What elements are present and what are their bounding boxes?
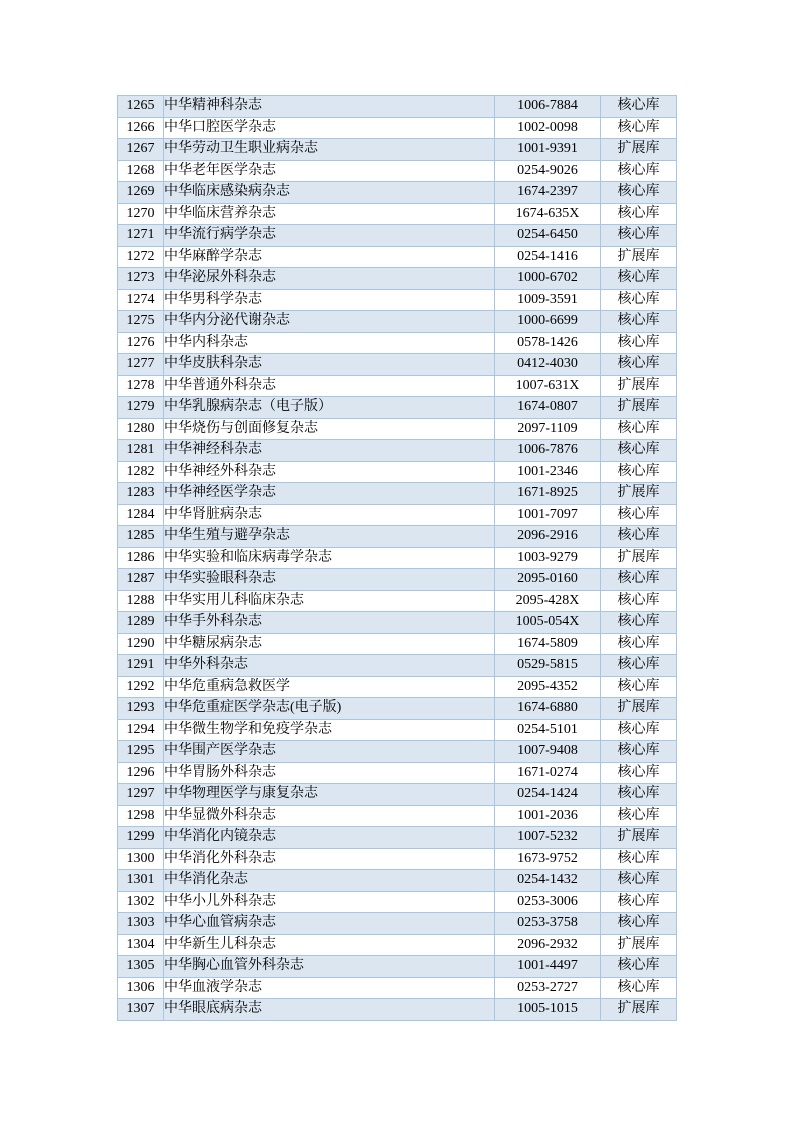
- table-row: [118, 96, 677, 118]
- table-row: [118, 504, 677, 526]
- journal-library-category: 核心库: [601, 182, 677, 204]
- journal-index-number: 1273: [118, 268, 164, 290]
- journal-index-number: 1291: [118, 655, 164, 677]
- journal-index-number: 1285: [118, 526, 164, 548]
- journal-issn: 2095-0160: [495, 569, 601, 591]
- journal-name: 中华微生物学和免疫学杂志: [164, 719, 495, 741]
- table-row: [118, 805, 677, 827]
- journal-index-number: 1272: [118, 246, 164, 268]
- table-row: [118, 741, 677, 763]
- journal-library-category: 核心库: [601, 268, 677, 290]
- journal-issn: 1001-2346: [495, 461, 601, 483]
- journal-issn: 1671-0274: [495, 762, 601, 784]
- journal-library-category: 核心库: [601, 784, 677, 806]
- journal-library-category: 核心库: [601, 633, 677, 655]
- journal-issn: 0412-4030: [495, 354, 601, 376]
- journal-library-category: 核心库: [601, 418, 677, 440]
- journal-issn: 0254-9026: [495, 160, 601, 182]
- journal-issn: 1002-0098: [495, 117, 601, 139]
- journal-issn: 1007-9408: [495, 741, 601, 763]
- journal-name: 中华内科杂志: [164, 332, 495, 354]
- journal-issn: 1000-6702: [495, 268, 601, 290]
- journal-library-category: 核心库: [601, 848, 677, 870]
- journal-name: 中华消化外科杂志: [164, 848, 495, 870]
- journal-name: 中华烧伤与创面修复杂志: [164, 418, 495, 440]
- table-row: [118, 891, 677, 913]
- table-row: [118, 719, 677, 741]
- journal-index-number: 1268: [118, 160, 164, 182]
- journal-library-category: 扩展库: [601, 246, 677, 268]
- journal-index-number: 1271: [118, 225, 164, 247]
- table-row: [118, 784, 677, 806]
- journal-index-number: 1286: [118, 547, 164, 569]
- journal-library-category: 核心库: [601, 160, 677, 182]
- journal-issn: 1003-9279: [495, 547, 601, 569]
- table-row: [118, 762, 677, 784]
- table-row: [118, 246, 677, 268]
- journal-name: 中华神经医学杂志: [164, 483, 495, 505]
- table-row: [118, 203, 677, 225]
- journal-issn: 0254-5101: [495, 719, 601, 741]
- table-row: [118, 526, 677, 548]
- table-row: [118, 934, 677, 956]
- journal-issn: 1001-9391: [495, 139, 601, 161]
- journal-library-category: 核心库: [601, 117, 677, 139]
- journal-library-category: 核心库: [601, 719, 677, 741]
- journal-index-number: 1267: [118, 139, 164, 161]
- journal-name: 中华老年医学杂志: [164, 160, 495, 182]
- journal-index-number: 1279: [118, 397, 164, 419]
- table-row: [118, 139, 677, 161]
- journal-library-category: 核心库: [601, 655, 677, 677]
- journal-issn: 1007-631X: [495, 375, 601, 397]
- journal-index-number: 1304: [118, 934, 164, 956]
- table-row: [118, 547, 677, 569]
- journal-index-number: 1269: [118, 182, 164, 204]
- journal-index-number: 1292: [118, 676, 164, 698]
- journal-name: 中华临床营养杂志: [164, 203, 495, 225]
- table-row: [118, 268, 677, 290]
- journal-issn: 1674-6880: [495, 698, 601, 720]
- journal-index-number: 1303: [118, 913, 164, 935]
- table-row: [118, 160, 677, 182]
- table-row: [118, 375, 677, 397]
- table-row: [118, 633, 677, 655]
- journal-issn: 0578-1426: [495, 332, 601, 354]
- journal-name: 中华物理医学与康复杂志: [164, 784, 495, 806]
- journal-name: 中华皮肤科杂志: [164, 354, 495, 376]
- journal-name: 中华危重病急救医学: [164, 676, 495, 698]
- journal-library-category: 核心库: [601, 762, 677, 784]
- journal-issn: 1673-9752: [495, 848, 601, 870]
- journal-issn: 1006-7876: [495, 440, 601, 462]
- journal-name: 中华胸心血管外科杂志: [164, 956, 495, 978]
- table-row: [118, 848, 677, 870]
- journal-index-number: 1297: [118, 784, 164, 806]
- journal-library-category: 核心库: [601, 203, 677, 225]
- journal-issn: 1001-7097: [495, 504, 601, 526]
- journal-issn: 1001-4497: [495, 956, 601, 978]
- journal-name: 中华消化杂志: [164, 870, 495, 892]
- journal-index-number: 1305: [118, 956, 164, 978]
- journal-name: 中华消化内镜杂志: [164, 827, 495, 849]
- journal-library-category: 核心库: [601, 891, 677, 913]
- journal-index-number: 1301: [118, 870, 164, 892]
- journal-library-category: 扩展库: [601, 827, 677, 849]
- journal-index-number: 1281: [118, 440, 164, 462]
- journal-library-category: 核心库: [601, 289, 677, 311]
- journal-library-category: 扩展库: [601, 547, 677, 569]
- table-row: [118, 913, 677, 935]
- journal-issn: 0254-1416: [495, 246, 601, 268]
- journal-issn: 1009-3591: [495, 289, 601, 311]
- journal-library-category: 核心库: [601, 913, 677, 935]
- journal-name: 中华乳腺病杂志（电子版）: [164, 397, 495, 419]
- journal-library-category: 扩展库: [601, 934, 677, 956]
- journal-table-body: [118, 96, 677, 1021]
- journal-issn: 2095-4352: [495, 676, 601, 698]
- journal-issn: 0254-1432: [495, 870, 601, 892]
- journal-index-number: 1300: [118, 848, 164, 870]
- journal-index-number: 1276: [118, 332, 164, 354]
- table-row: [118, 698, 677, 720]
- journal-issn: 1674-5809: [495, 633, 601, 655]
- table-row: [118, 977, 677, 999]
- table-row: [118, 397, 677, 419]
- journal-issn: 1000-6699: [495, 311, 601, 333]
- journal-issn: 0253-3758: [495, 913, 601, 935]
- journal-index-number: 1275: [118, 311, 164, 333]
- table-row: [118, 676, 677, 698]
- journal-index-number: 1265: [118, 96, 164, 118]
- table-row: [118, 827, 677, 849]
- journal-index-number: 1306: [118, 977, 164, 999]
- journal-library-category: 核心库: [601, 311, 677, 333]
- journal-issn: 1674-635X: [495, 203, 601, 225]
- journal-name: 中华小儿外科杂志: [164, 891, 495, 913]
- journal-index-number: 1270: [118, 203, 164, 225]
- journal-issn: 0254-6450: [495, 225, 601, 247]
- journal-library-category: 核心库: [601, 225, 677, 247]
- journal-name: 中华手外科杂志: [164, 612, 495, 634]
- journal-issn: 2096-2932: [495, 934, 601, 956]
- journal-issn: 2097-1109: [495, 418, 601, 440]
- journal-name: 中华实验眼科杂志: [164, 569, 495, 591]
- journal-issn: 1005-1015: [495, 999, 601, 1021]
- journal-library-category: 核心库: [601, 741, 677, 763]
- journal-issn: 2096-2916: [495, 526, 601, 548]
- table-row: [118, 956, 677, 978]
- journal-index-number: 1294: [118, 719, 164, 741]
- journal-name: 中华内分泌代谢杂志: [164, 311, 495, 333]
- journal-library-category: 核心库: [601, 590, 677, 612]
- journal-library-category: 核心库: [601, 977, 677, 999]
- journal-issn: 1005-054X: [495, 612, 601, 634]
- journal-name: 中华心血管病杂志: [164, 913, 495, 935]
- table-row: [118, 870, 677, 892]
- journal-issn: 1001-2036: [495, 805, 601, 827]
- journal-name: 中华男科学杂志: [164, 289, 495, 311]
- journal-library-category: 核心库: [601, 354, 677, 376]
- journal-issn: 1006-7884: [495, 96, 601, 118]
- journal-library-category: 核心库: [601, 805, 677, 827]
- journal-library-category: 核心库: [601, 504, 677, 526]
- journal-name: 中华危重症医学杂志(电子版): [164, 698, 495, 720]
- journal-name: 中华口腔医学杂志: [164, 117, 495, 139]
- journal-name: 中华实用儿科临床杂志: [164, 590, 495, 612]
- journal-library-category: 扩展库: [601, 397, 677, 419]
- journal-library-category: 扩展库: [601, 483, 677, 505]
- journal-issn: 0529-5815: [495, 655, 601, 677]
- journal-index-number: 1278: [118, 375, 164, 397]
- journal-name: 中华精神科杂志: [164, 96, 495, 118]
- journal-library-category: 核心库: [601, 96, 677, 118]
- journal-name: 中华外科杂志: [164, 655, 495, 677]
- journal-name: 中华肾脏病杂志: [164, 504, 495, 526]
- table-row: [118, 569, 677, 591]
- journal-issn: 1007-5232: [495, 827, 601, 849]
- journal-issn: 0253-3006: [495, 891, 601, 913]
- journal-index-number: 1289: [118, 612, 164, 634]
- journal-library-category: 核心库: [601, 612, 677, 634]
- table-row: [118, 655, 677, 677]
- journal-index-number: 1298: [118, 805, 164, 827]
- journal-name: 中华眼底病杂志: [164, 999, 495, 1021]
- table-row: [118, 440, 677, 462]
- journal-name: 中华生殖与避孕杂志: [164, 526, 495, 548]
- journal-name: 中华新生儿科杂志: [164, 934, 495, 956]
- journal-name: 中华普通外科杂志: [164, 375, 495, 397]
- journal-index-number: 1295: [118, 741, 164, 763]
- journal-index-number: 1288: [118, 590, 164, 612]
- journal-library-category: 扩展库: [601, 375, 677, 397]
- table-row: [118, 418, 677, 440]
- table-row: [118, 182, 677, 204]
- table-row: [118, 354, 677, 376]
- table-row: [118, 612, 677, 634]
- table-row: [118, 117, 677, 139]
- journal-library-category: 核心库: [601, 870, 677, 892]
- journal-library-category: 核心库: [601, 440, 677, 462]
- table-row: [118, 311, 677, 333]
- journal-name: 中华血液学杂志: [164, 977, 495, 999]
- journal-name: 中华糖尿病杂志: [164, 633, 495, 655]
- journal-index-number: 1293: [118, 698, 164, 720]
- journal-issn: 0253-2727: [495, 977, 601, 999]
- journal-name: 中华神经科杂志: [164, 440, 495, 462]
- journal-index-number: 1274: [118, 289, 164, 311]
- journal-issn: 2095-428X: [495, 590, 601, 612]
- journal-issn: 1674-0807: [495, 397, 601, 419]
- table-row: [118, 590, 677, 612]
- journal-name: 中华围产医学杂志: [164, 741, 495, 763]
- journal-index-number: 1287: [118, 569, 164, 591]
- journal-index-number: 1296: [118, 762, 164, 784]
- journal-index-number: 1302: [118, 891, 164, 913]
- journal-name: 中华流行病学杂志: [164, 225, 495, 247]
- table-row: [118, 225, 677, 247]
- journal-library-category: 核心库: [601, 332, 677, 354]
- journal-name: 中华神经外科杂志: [164, 461, 495, 483]
- table-row: [118, 289, 677, 311]
- table-row: [118, 461, 677, 483]
- journal-issn: 1671-8925: [495, 483, 601, 505]
- journal-name: 中华劳动卫生职业病杂志: [164, 139, 495, 161]
- journal-index-number: 1280: [118, 418, 164, 440]
- journal-library-category: 核心库: [601, 676, 677, 698]
- journal-name: 中华实验和临床病毒学杂志: [164, 547, 495, 569]
- journal-name: 中华麻醉学杂志: [164, 246, 495, 268]
- journal-name: 中华显微外科杂志: [164, 805, 495, 827]
- journal-name: 中华临床感染病杂志: [164, 182, 495, 204]
- journal-library-category: 扩展库: [601, 139, 677, 161]
- table-row: [118, 332, 677, 354]
- journal-index-number: 1277: [118, 354, 164, 376]
- journal-index-number: 1266: [118, 117, 164, 139]
- journal-library-category: 扩展库: [601, 999, 677, 1021]
- journal-library-category: 扩展库: [601, 698, 677, 720]
- table-row: [118, 483, 677, 505]
- journal-index-number: 1290: [118, 633, 164, 655]
- journal-library-category: 核心库: [601, 569, 677, 591]
- journal-index-number: 1283: [118, 483, 164, 505]
- journal-table: [117, 95, 677, 1021]
- journal-library-category: 核心库: [601, 526, 677, 548]
- journal-library-category: 核心库: [601, 956, 677, 978]
- journal-index-number: 1284: [118, 504, 164, 526]
- table-row: [118, 999, 677, 1021]
- journal-issn: 0254-1424: [495, 784, 601, 806]
- journal-name: 中华泌尿外科杂志: [164, 268, 495, 290]
- journal-name: 中华胃肠外科杂志: [164, 762, 495, 784]
- journal-index-number: 1282: [118, 461, 164, 483]
- journal-library-category: 核心库: [601, 461, 677, 483]
- journal-index-number: 1299: [118, 827, 164, 849]
- journal-issn: 1674-2397: [495, 182, 601, 204]
- journal-index-number: 1307: [118, 999, 164, 1021]
